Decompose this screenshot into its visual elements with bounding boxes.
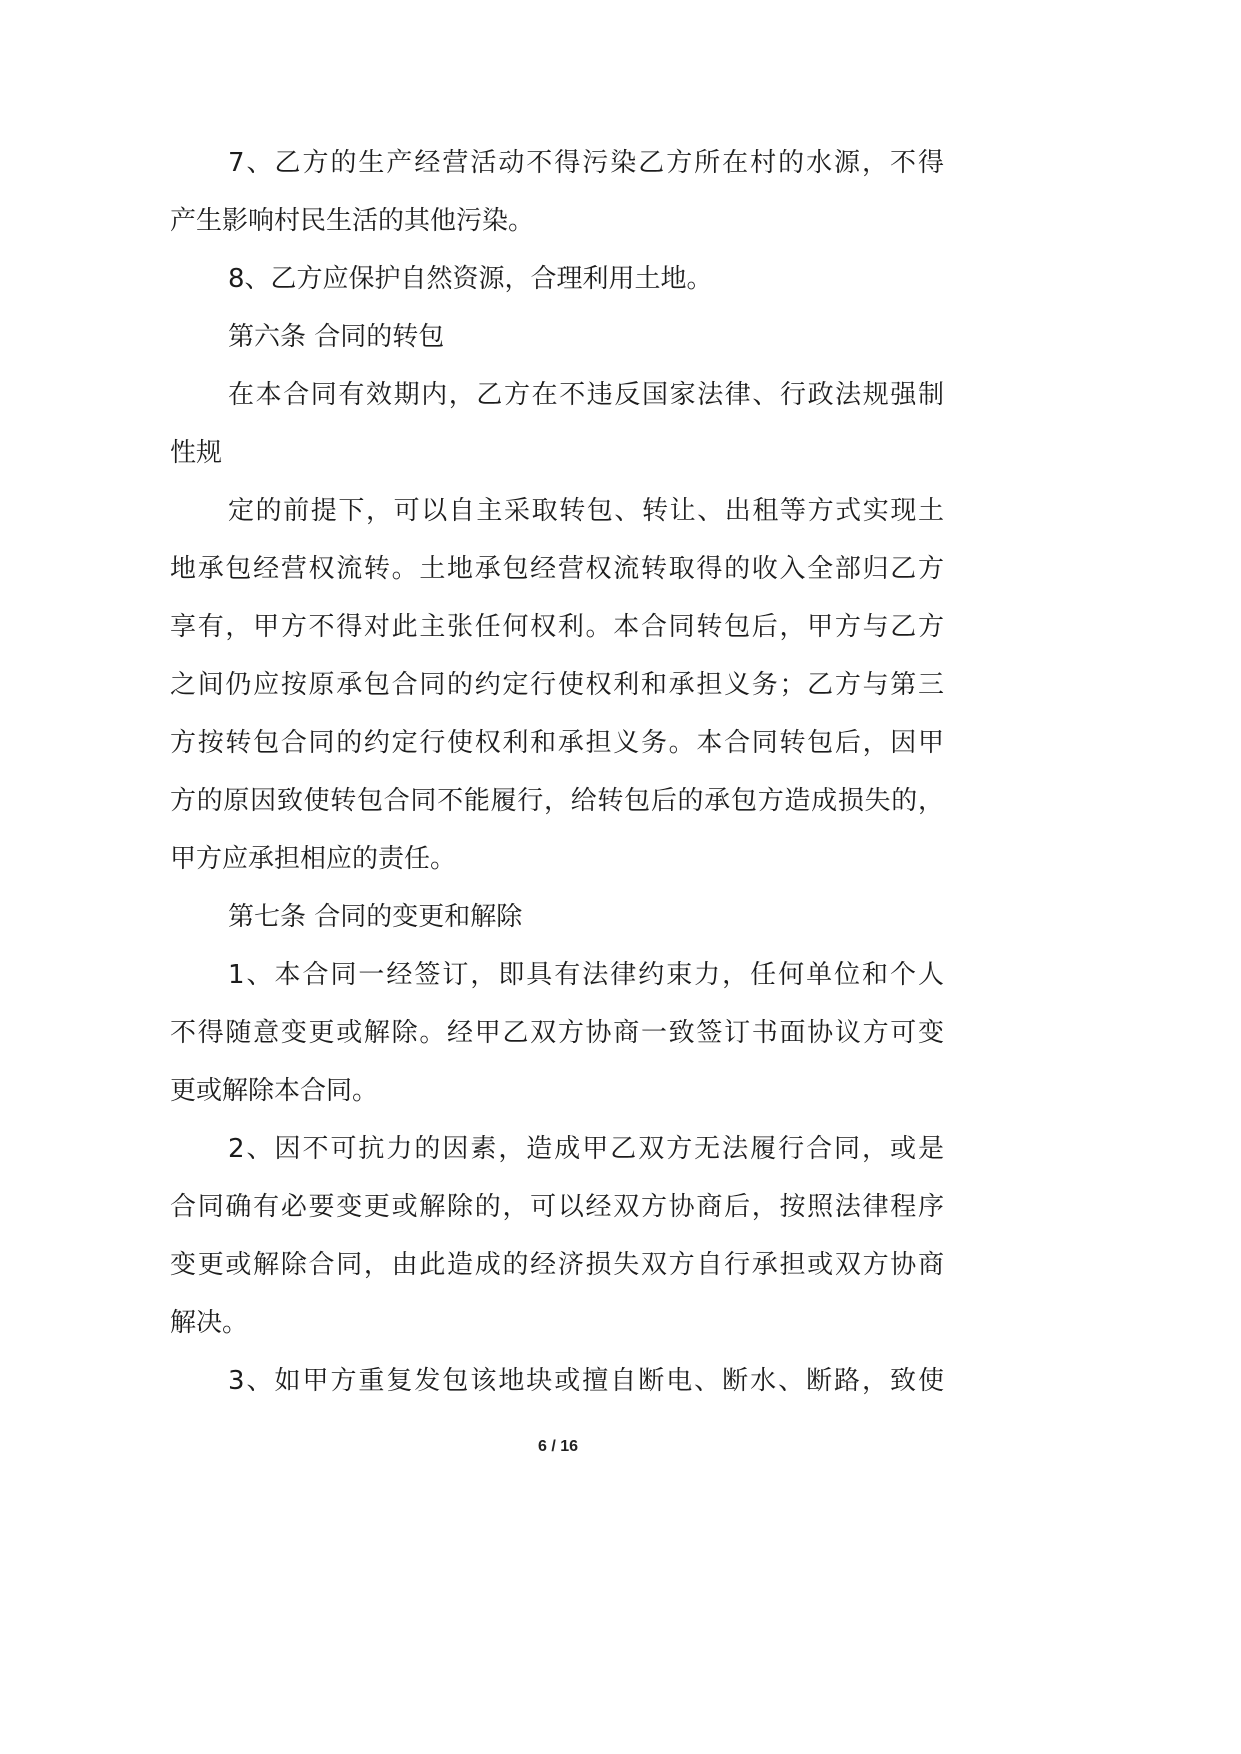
section-heading-article-7 (170, 888, 944, 946)
text-line: 地承包经营权流转。土地承包经营权流转取得的收入全部归乙方 (170, 554, 944, 584)
text-line: 1、本合同一经签订，即具有法律约束力，任何单位和个人 (228, 960, 944, 990)
text-line: 产生影响村民生活的其他污染。 (170, 206, 535, 236)
article-7-item-3 (170, 1352, 944, 1410)
document-body (170, 134, 944, 1410)
text-line: 不得随意变更或解除。经甲乙双方协商一致签订书面协议方可变 (170, 1018, 944, 1048)
page-number: 6 / 16 (537, 1438, 579, 1455)
text-line: 更或解除本合同。 (170, 1076, 379, 1106)
section-heading: 第七条 合同的变更和解除 (228, 902, 523, 932)
text-line: 定的前提下，可以自主采取转包、转让、出租等方式实现土 (228, 496, 944, 526)
text-line: 之间仍应按原承包合同的约定行使权利和承担义务；乙方与第三 (170, 670, 944, 700)
text-line: 合同确有必要变更或解除的，可以经双方协商后，按照法律程序 (170, 1192, 944, 1222)
section-heading-article-6 (170, 308, 944, 366)
text-line: 解决。 (170, 1308, 249, 1338)
text-line: 3、如甲方重复发包该地块或擅自断电、断水、断路，致使 (228, 1366, 944, 1396)
clause-item-7 (170, 134, 944, 250)
text-line: 甲方应承担相应的责任。 (170, 844, 457, 874)
article-7-item-1 (170, 946, 944, 1120)
text-line: 在本合同有效期内，乙方在不违反国家法律、行政法规强制 (228, 380, 944, 410)
text-line: 方按转包合同的约定行使权利和承担义务。本合同转包后，因甲 (170, 728, 944, 758)
article-7-item-2 (170, 1120, 944, 1352)
text-line: 享有，甲方不得对此主张任何权利。本合同转包后，甲方与乙方 (170, 612, 944, 642)
article-6-paragraph-2 (170, 482, 944, 888)
section-heading: 第六条 合同的转包 (228, 322, 445, 352)
text-line: 变更或解除合同，由此造成的经济损失双方自行承担或双方协商 (170, 1250, 944, 1280)
clause-item-8 (170, 250, 944, 308)
text-line: 8、乙方应保护自然资源，合理利用土地。 (228, 264, 713, 294)
text-line: 7、乙方的生产经营活动不得污染乙方所在村的水源，不得 (228, 148, 944, 178)
text-line: 2、因不可抗力的因素，造成甲乙双方无法履行合同，或是 (228, 1134, 944, 1164)
article-6-paragraph-1 (170, 366, 944, 482)
text-line: 方的原因致使转包合同不能履行，给转包后的承包方造成损失的， (170, 786, 944, 816)
text-line: 性规 (170, 438, 223, 468)
